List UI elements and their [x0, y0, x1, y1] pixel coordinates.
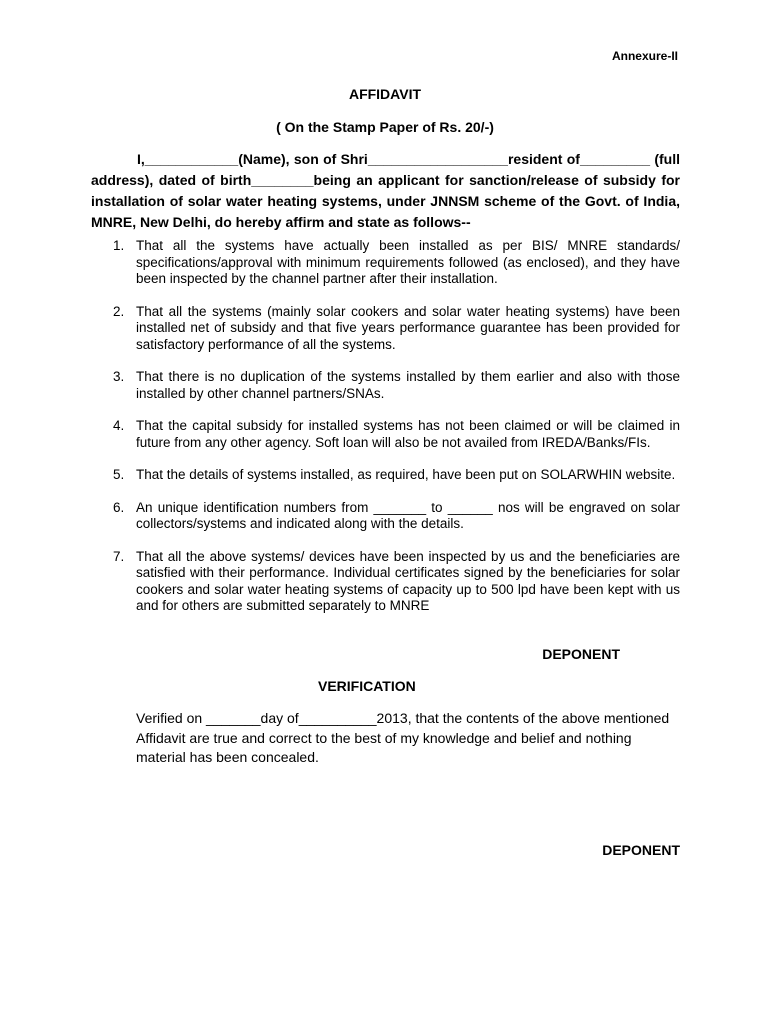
item-text: An unique identification numbers from _______ to ______ nos will be engraved on solar collectors/systems and indicated along with the details. [136, 499, 680, 531]
item-number: 6. [113, 499, 125, 515]
list-item [91, 467, 680, 484]
item-number: 1. [113, 238, 125, 253]
verification-text: Verified on _______day of__________2013, that the contents of the above mentioned Affidavit are true and correct to the best of my knowledge and belief and nothing material has been concealed. [136, 710, 670, 765]
item-text: That the details of systems installed, as required, have been put on SOLARWHIN website. [136, 467, 676, 482]
item-text: That all the systems (mainly solar cookers and solar water heating systems) have been installed net of subsidy and that five years performance guarantee has been provided for satisfactory performance of all the systems. [136, 303, 680, 352]
item-text: That there is no duplication of the systems installed by them earlier and also with those installed by other channel partners/SNAs. [136, 369, 680, 401]
annexure-label: Annexure-II [611, 49, 678, 63]
document-title: AFFIDAVIT [348, 86, 422, 102]
item-number: 7. [113, 548, 125, 564]
item-text: That the capital subsidy for installed systems has not been claimed or will be claimed in future from any other agency. Soft loan will also be not availed from IREDA/Banks/FIs. [136, 418, 680, 450]
declaration-list [91, 238, 680, 631]
list-item [91, 304, 680, 354]
deponent-label: DEPONENT [542, 646, 620, 662]
item-number: 5. [113, 467, 125, 482]
list-item [91, 549, 680, 615]
item-number: 4. [113, 418, 125, 433]
item-text: That all the above systems/ devices have been inspected by us and the beneficiaries are satisfied with their performance. Individual certificates signed by the beneficiaries for solar cookers and solar water heating systems of capacity up to 500 lpd have been kept with us and for others are submitted separately to MNRE [136, 548, 680, 613]
item-number: 2. [113, 303, 125, 319]
item-number: 3. [113, 369, 125, 384]
verification-heading: VERIFICATION [318, 678, 416, 694]
list-item [91, 369, 680, 402]
list-item [91, 418, 680, 451]
final-deponent-label: DEPONENT [602, 842, 680, 858]
intro-paragraph: I,____________(Name), son of Shri__________________resident of_________ (full address), dated of birth________being an applicant for sanction/release of subsidy for installation of solar water heating systems, under JNNSM scheme of the Govt. of India, MNRE, New Delhi, do hereby affirm and state as follows-- [91, 151, 680, 230]
stamp-paper-note: ( On the Stamp Paper of Rs. 20/-) [276, 119, 494, 135]
list-item [91, 500, 680, 533]
list-item [91, 238, 680, 288]
item-text: That all the systems have actually been installed as per BIS/ MNRE standards/ specifications/approval with minimum requirements followed (as enclosed), and they have been inspected by the channel partner after their installation. [136, 238, 680, 286]
